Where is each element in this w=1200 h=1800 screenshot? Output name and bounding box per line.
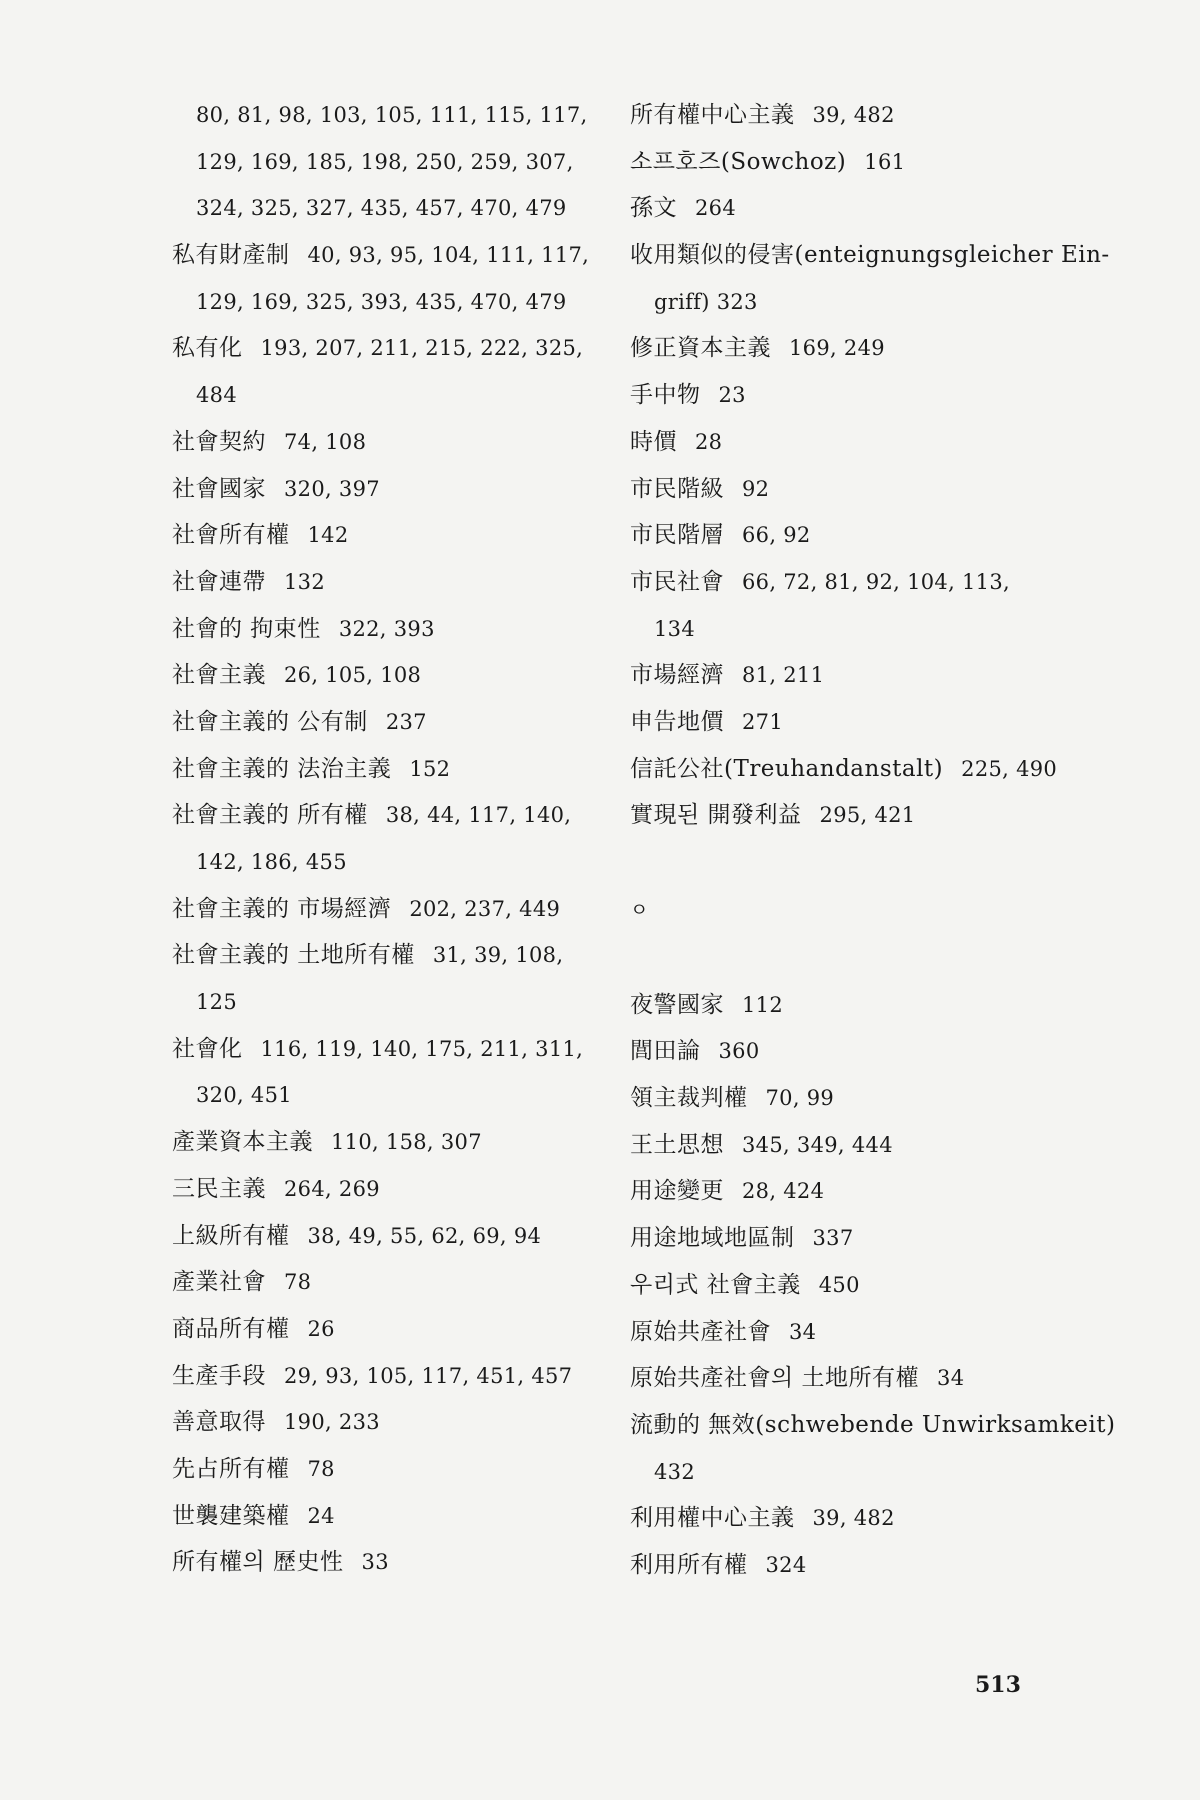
index-page-refs: 66, 92 xyxy=(742,523,811,548)
index-page-refs: 28, 424 xyxy=(742,1179,825,1204)
index-entry xyxy=(172,1446,612,1493)
blank-line xyxy=(630,934,1070,982)
index-entry xyxy=(172,932,612,979)
index-page-refs: 142, 186, 455 xyxy=(196,850,347,874)
index-page-refs: 116, 119, 140, 175, 211, 311, xyxy=(260,1036,584,1061)
page-number: 513 xyxy=(975,1672,1021,1698)
index-page-refs: 237 xyxy=(385,709,427,734)
index-entry xyxy=(172,746,612,793)
index-term: 三民主義 xyxy=(172,1175,266,1202)
index-term: 世襲建築權 xyxy=(172,1502,290,1529)
index-page-refs: 66, 72, 81, 92, 104, 113, xyxy=(742,569,1010,594)
index-page-refs: 38, 44, 117, 140, xyxy=(385,803,572,828)
index-term: 利用權中心主義 xyxy=(630,1505,795,1532)
index-page-refs: 432 xyxy=(654,1459,695,1484)
index-page-refs: 26 xyxy=(307,1316,335,1341)
index-page-refs: 484 xyxy=(196,383,237,408)
index-entry xyxy=(172,1213,612,1260)
index-term: 社會主義 xyxy=(172,662,266,689)
index-term: 先占所有權 xyxy=(172,1455,290,1482)
index-term: 閭田論 xyxy=(630,1038,701,1065)
index-entry xyxy=(172,652,612,699)
index-term: 社會主義的 土地所有權 xyxy=(172,942,415,969)
index-term: 利用所有權 xyxy=(630,1551,748,1578)
index-entry xyxy=(630,232,1110,279)
index-entry-continuation xyxy=(172,185,612,232)
index-entry xyxy=(172,1306,612,1353)
index-page-refs: 193, 207, 211, 215, 222, 325, xyxy=(260,336,584,361)
index-page-refs: 129, 169, 185, 198, 250, 259, 307, xyxy=(196,149,574,174)
index-entry xyxy=(172,1353,612,1400)
index-entry xyxy=(630,512,1070,559)
index-entry xyxy=(630,1215,1070,1262)
index-entry xyxy=(172,699,612,746)
index-page-refs: 110, 158, 307 xyxy=(331,1130,482,1155)
index-page-refs: 142 xyxy=(307,523,349,548)
index-entry-continuation xyxy=(172,979,612,1026)
index-page-refs: 40, 93, 95, 104, 111, 117, xyxy=(307,243,590,268)
index-entry-continuation xyxy=(630,1449,1070,1496)
index-page-refs: 125 xyxy=(196,990,237,1015)
index-term: 產業社會 xyxy=(172,1269,266,1296)
index-entry-continuation xyxy=(172,839,612,886)
index-page-refs: 337 xyxy=(812,1226,854,1251)
index-entry-continuation xyxy=(172,92,612,139)
index-entry xyxy=(630,466,1070,513)
index-entry xyxy=(172,1026,612,1073)
index-term: 夜警國家 xyxy=(630,991,724,1018)
index-term: 市場經濟 xyxy=(630,662,724,689)
index-page-refs: 152 xyxy=(409,756,451,781)
index-page-refs: 92 xyxy=(742,476,770,501)
index-term: 社會主義的 所有權 xyxy=(172,802,368,829)
index-page-refs: 112 xyxy=(742,992,783,1017)
index-page-refs: 295, 421 xyxy=(819,803,916,828)
index-entry xyxy=(630,1542,1070,1589)
index-term: 上級所有權 xyxy=(172,1222,290,1249)
index-entry xyxy=(172,419,612,466)
index-entry-continuation xyxy=(172,139,612,186)
index-entry-continuation xyxy=(630,279,1070,326)
index-entry-continuation xyxy=(172,1072,612,1119)
section-heading: ㅇ xyxy=(630,899,649,921)
index-entry xyxy=(172,886,612,933)
index-page-refs: 81, 211 xyxy=(742,663,825,688)
index-term: 領主裁判權 xyxy=(630,1085,748,1112)
index-entry-continuation xyxy=(172,372,612,419)
index-entry xyxy=(630,185,1070,232)
index-page-refs: 324 xyxy=(765,1552,807,1577)
index-term: 信託公社(Treuhandanstalt) xyxy=(630,755,944,782)
index-term: 原始共產社會 xyxy=(630,1318,771,1345)
index-term: 實現된 開發利益 xyxy=(630,802,802,829)
index-term: 善意取得 xyxy=(172,1409,266,1436)
index-term: 市民階層 xyxy=(630,522,724,549)
index-entry xyxy=(630,1028,1070,1075)
index-term: 王土思想 xyxy=(630,1131,724,1158)
index-term: 社會連帶 xyxy=(172,568,266,595)
index-entry xyxy=(630,652,1070,699)
index-page-refs: 132 xyxy=(284,569,325,594)
index-page-refs: 225, 490 xyxy=(961,756,1058,781)
index-page-refs: 38, 49, 55, 62, 69, 94 xyxy=(307,1223,542,1248)
index-entry xyxy=(172,606,612,653)
index-term: 社會主義的 法治主義 xyxy=(172,755,392,782)
index-term: 時價 xyxy=(630,428,677,455)
index-page-refs: 39, 482 xyxy=(812,1506,895,1531)
index-term: 社會國家 xyxy=(172,475,266,502)
index-entry xyxy=(630,1355,1070,1402)
index-entry xyxy=(172,1119,612,1166)
index-page-refs: 78 xyxy=(284,1270,312,1295)
index-term: 商品所有權 xyxy=(172,1315,290,1342)
index-term: 孫文 xyxy=(630,195,677,222)
index-page-refs: 23 xyxy=(718,383,746,408)
index-term: 手中物 xyxy=(630,382,701,409)
index-page-refs: 322, 393 xyxy=(338,616,435,641)
index-entry xyxy=(630,982,1070,1029)
index-term: 社會主義的 市場經濟 xyxy=(172,895,392,922)
index-entry xyxy=(172,512,612,559)
index-entry-continuation xyxy=(630,606,1070,653)
index-page-refs: 70, 99 xyxy=(765,1086,835,1111)
index-page-refs: 264, 269 xyxy=(284,1176,380,1201)
index-page-refs: 271 xyxy=(742,709,783,734)
index-entry xyxy=(630,92,1070,139)
index-entry xyxy=(630,792,1070,839)
index-page-refs: 264 xyxy=(695,196,736,221)
index-entry xyxy=(172,1539,612,1586)
index-term: 收用類似的侵害(enteignungsgleicher Ein- xyxy=(630,242,1110,269)
index-term: 用途變更 xyxy=(630,1178,724,1205)
index-entry xyxy=(630,1168,1070,1215)
index-entry xyxy=(630,419,1070,466)
index-page-refs: 31, 39, 108, xyxy=(432,943,564,968)
index-term: 社會所有權 xyxy=(172,522,290,549)
index-entry xyxy=(172,792,612,839)
index-term: 市民階級 xyxy=(630,475,724,502)
index-term: 市民社會 xyxy=(630,568,724,595)
index-term: 社會主義的 公有制 xyxy=(172,708,368,735)
index-term: 社會契約 xyxy=(172,428,266,455)
index-entry xyxy=(172,466,612,513)
index-page-refs: 190, 233 xyxy=(284,1410,380,1435)
index-page-refs: 74, 108 xyxy=(284,429,367,454)
index-page-refs: 33 xyxy=(361,1550,389,1575)
index-term: 生產手段 xyxy=(172,1362,266,1389)
index-entry xyxy=(172,1166,612,1213)
index-term: 修正資本主義 xyxy=(630,335,771,362)
index-term: 原始共產社會의 土地所有權 xyxy=(630,1365,920,1392)
index-entry xyxy=(630,372,1070,419)
index-page-refs: 29, 93, 105, 117, 451, 457 xyxy=(284,1363,573,1388)
index-page-refs: 169, 249 xyxy=(789,336,885,361)
index-entry xyxy=(172,1493,612,1540)
index-entry xyxy=(630,699,1070,746)
index-entry xyxy=(630,1402,1116,1449)
index-page-refs: 324, 325, 327, 435, 457, 470, 479 xyxy=(196,196,567,221)
index-page-refs: 28 xyxy=(695,429,723,454)
index-entry xyxy=(630,139,1070,186)
index-page-refs: 320, 397 xyxy=(284,476,380,501)
index-term: 우리式 社會主義 xyxy=(630,1271,801,1298)
index-entry xyxy=(172,232,612,279)
index-page-refs: 24 xyxy=(307,1503,335,1528)
index-entry xyxy=(630,1122,1070,1169)
index-page-refs: 450 xyxy=(818,1272,860,1297)
index-column-left xyxy=(172,92,612,1586)
index-entry xyxy=(630,1309,1070,1356)
index-page-refs: 34 xyxy=(937,1366,965,1391)
index-entry-continuation xyxy=(172,279,612,326)
index-entry xyxy=(630,559,1070,606)
index-term: 私有化 xyxy=(172,335,243,362)
index-entry xyxy=(172,325,612,372)
index-page-refs: 78 xyxy=(307,1456,335,1481)
index-entry xyxy=(172,559,612,606)
index-term: 流動的 無效(schwebende Unwirksamkeit) xyxy=(630,1411,1116,1438)
blank-line xyxy=(630,839,1070,887)
index-entry xyxy=(630,1495,1070,1542)
index-term: 申告地價 xyxy=(630,708,724,735)
index-page-refs: 39, 482 xyxy=(812,103,895,127)
index-page-refs: 161 xyxy=(864,149,906,174)
index-page-refs: 26, 105, 108 xyxy=(284,663,422,688)
index-page-refs: 320, 451 xyxy=(196,1083,292,1108)
index-entry xyxy=(172,1259,612,1306)
index-term: 產業資本主義 xyxy=(172,1129,313,1156)
index-page-refs: 134 xyxy=(654,616,695,641)
index-term: 社會化 xyxy=(172,1035,243,1062)
index-term: 社會的 拘束性 xyxy=(172,615,321,642)
index-term: 私有財產制 xyxy=(172,242,290,269)
index-term: 用途地域地區制 xyxy=(630,1225,795,1252)
index-page-refs: 360 xyxy=(718,1039,760,1064)
index-term: 所有權中心主義 xyxy=(630,102,795,128)
index-term: 소프호즈(Sowchoz) xyxy=(630,148,847,175)
index-entry xyxy=(630,1262,1070,1309)
index-entry xyxy=(172,1399,612,1446)
index-page-refs: 80, 81, 98, 103, 105, 111, 115, 117, xyxy=(196,103,588,127)
index-entry xyxy=(630,746,1070,793)
index-entry xyxy=(630,325,1070,372)
index-page-refs: 129, 169, 325, 393, 435, 470, 479 xyxy=(196,289,567,314)
index-page-refs: 345, 349, 444 xyxy=(742,1132,893,1157)
index-page-refs: 202, 237, 449 xyxy=(409,896,561,921)
index-term: 所有權의 歷史性 xyxy=(172,1549,344,1576)
index-column-right xyxy=(630,92,1116,1589)
index-page-refs: griff) 323 xyxy=(654,289,758,314)
index-entry xyxy=(630,1075,1070,1122)
index-page-refs: 34 xyxy=(789,1319,817,1344)
